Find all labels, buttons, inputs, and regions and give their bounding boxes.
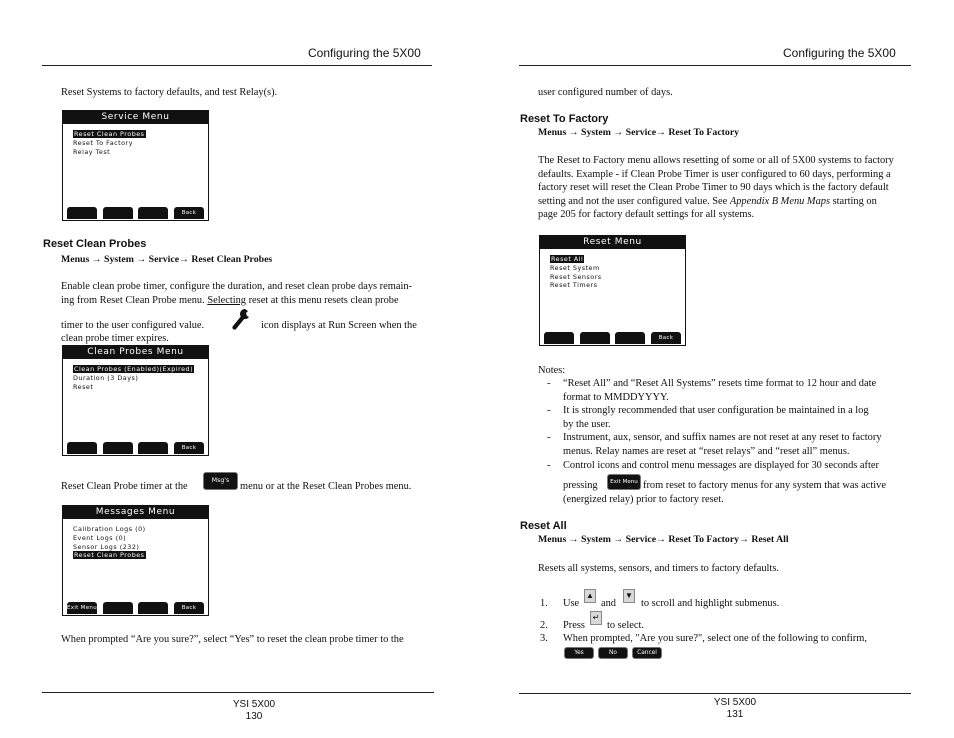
- step-text: to select.: [607, 620, 644, 631]
- section-title: Reset To Factory: [520, 113, 609, 125]
- down-arrow-icon[interactable]: ▼: [623, 589, 635, 603]
- step-text: Press: [563, 620, 585, 631]
- prompt-text: When prompted “Are you sure?”, select “Yes” to reset the clean probe timer to the: [61, 634, 404, 645]
- step-text: When prompted, "Are you sure?", select one of the following to confirm,: [563, 633, 867, 644]
- wrench-icon: [230, 307, 252, 331]
- breadcrumb: Menus → System → Service→ Reset To Factory→ Reset All: [538, 534, 789, 545]
- note-item: - “Reset All” and “Reset All Systems” resets time format to 12 hour and date format to MMDDYYYY.: [547, 378, 877, 403]
- menu-item-reset-system[interactable]: Reset System: [550, 263, 600, 272]
- menu-item-reset-sensors[interactable]: Reset Sensors: [550, 272, 602, 281]
- para-line: defaults. Example - if Clean Probe Timer is user configured to 60 days, performing a: [538, 168, 891, 180]
- menu-items: [73, 130, 146, 156]
- note-item: - It is strongly recommended that user configuration be maintained in a log by the user.: [547, 405, 869, 430]
- para-line: timer to the user configured value.: [61, 320, 205, 331]
- note4-text: (energized relay) prior to factory reset.: [563, 494, 724, 505]
- enter-icon[interactable]: ↵: [590, 611, 602, 625]
- screen-title: Service Menu: [63, 111, 208, 124]
- menu-item-relay-test[interactable]: Relay Test: [73, 147, 111, 156]
- step-text: and: [601, 598, 617, 609]
- para-line: The Reset to Factory menu allows resetting of some or all of 5X00 systems to factory: [538, 155, 894, 166]
- menu-items: [73, 525, 146, 560]
- breadcrumb: Menus → System → Service→ Reset To Factory: [538, 127, 740, 138]
- screen-title: Reset Menu: [540, 236, 685, 249]
- screen-title: Clean Probes Menu: [63, 346, 208, 359]
- step-text: Use: [563, 598, 580, 609]
- section-title: Reset Clean Probes: [43, 238, 147, 250]
- msgs-text: menu or at the Reset Clean Probes menu.: [240, 481, 412, 492]
- softkey-1[interactable]: [67, 442, 97, 454]
- footer-rule: [42, 692, 434, 693]
- step-text: to scroll and highlight submenus.: [641, 598, 780, 609]
- step-number: 2.: [540, 620, 548, 631]
- softkey-1[interactable]: [544, 332, 574, 344]
- menu-item-clean-probes[interactable]: Clean Probes (Enabled)(Expired): [74, 365, 194, 373]
- softkey-3[interactable]: [615, 332, 645, 344]
- clean-probe-paragraph: [61, 280, 433, 307]
- reset-factory-paragraph: [538, 154, 911, 222]
- page-header: Configuring the 5X00: [308, 46, 421, 60]
- softkey-2[interactable]: [103, 207, 133, 219]
- notes-label: Notes:: [538, 365, 566, 376]
- note4-pressing: pressing: [563, 480, 598, 491]
- note4-text: from reset to factory menus for any system that was active: [643, 480, 886, 491]
- para-line: icon displays at Run Screen when the: [261, 320, 417, 331]
- menu-item-sensor-logs[interactable]: Sensor Logs (232): [73, 542, 140, 551]
- reset-all-description: Resets all systems, sensors, and timers to factory defaults.: [538, 563, 779, 574]
- right-page: [477, 0, 954, 738]
- header-rule: [519, 65, 911, 66]
- menu-item-reset-timers[interactable]: Reset Timers: [550, 281, 598, 290]
- back-softkey[interactable]: Back: [651, 332, 681, 344]
- continued-text: user configured number of days.: [538, 87, 673, 98]
- page-footer: [214, 699, 294, 723]
- softkey-2[interactable]: [580, 332, 610, 344]
- up-arrow-icon[interactable]: ▲: [584, 589, 596, 603]
- messages-menu-screen: [62, 505, 209, 616]
- menu-item-reset-all[interactable]: Reset All: [551, 255, 584, 263]
- intro-text: Reset Systems to factory defaults, and test Relay(s).: [61, 87, 278, 98]
- softkey-3[interactable]: [138, 442, 168, 454]
- back-softkey[interactable]: Back: [174, 602, 204, 614]
- breadcrumb: Menus → System → Service→ Reset Clean Probes: [61, 254, 273, 265]
- softkey-1[interactable]: [67, 207, 97, 219]
- notes-list: [547, 377, 911, 472]
- header-rule: [42, 65, 432, 66]
- softkey-3[interactable]: [138, 602, 168, 614]
- section-title: Reset All: [520, 520, 567, 532]
- step-number: 3.: [540, 633, 548, 644]
- menu-item-reset-clean-probes[interactable]: Reset Clean Probes: [74, 551, 145, 560]
- exit-menu-softkey[interactable]: Exit Menu: [67, 602, 97, 614]
- para-line: clean probe timer expires.: [61, 333, 169, 344]
- menu-items: [73, 365, 194, 391]
- softkey-bar: [67, 207, 204, 219]
- softkey-2[interactable]: [103, 602, 133, 614]
- footer-title: YSI 5X00: [232, 699, 276, 710]
- menu-item-reset-to-factory[interactable]: Reset To Factory: [73, 138, 133, 147]
- para-line: page 205 for factory default settings for all systems.: [538, 209, 755, 221]
- footer-title: YSI 5X00: [713, 697, 757, 708]
- para-line: ing from Reset Clean Probe menu. Selecting reset at this menu resets clean probe: [61, 294, 399, 306]
- menu-item-calibration-logs[interactable]: Calibration Logs (0): [73, 525, 146, 533]
- softkey-3[interactable]: [138, 207, 168, 219]
- screen-title: Messages Menu: [63, 506, 208, 519]
- step-number: 1.: [540, 598, 548, 609]
- softkey-bar: [544, 332, 681, 344]
- exit-menu-button[interactable]: Exit Menu: [607, 474, 641, 490]
- no-button[interactable]: No: [598, 647, 628, 659]
- menu-items: [550, 255, 602, 290]
- note-item: - Instrument, aux, sensor, and suffix names are not reset at any reset to factory menus. Relay names are reset at “reset relays” and “reset all” menus.: [547, 432, 882, 457]
- para-line: setting and not the user configured value. See Appendix B Menu Maps starting on: [538, 195, 877, 207]
- cancel-button[interactable]: Cancel: [632, 647, 662, 659]
- softkey-bar: [67, 602, 204, 614]
- page-footer: [695, 697, 775, 721]
- back-softkey[interactable]: Back: [174, 207, 204, 219]
- para-line: Enable clean probe timer, configure the duration, and reset clean probe days remain-: [61, 281, 412, 292]
- menu-item-duration[interactable]: Duration (3 Days): [73, 373, 139, 382]
- softkey-2[interactable]: [103, 442, 133, 454]
- page-number: 131: [726, 709, 744, 720]
- footer-rule: [519, 693, 911, 694]
- reset-menu-screen: [539, 235, 686, 346]
- menu-item-reset-clean-probes[interactable]: Reset Clean Probes: [74, 130, 145, 138]
- page-header: Configuring the 5X00: [783, 46, 896, 60]
- clean-probes-menu-screen: [62, 345, 209, 456]
- yes-button[interactable]: Yes: [564, 647, 594, 659]
- menu-item-reset[interactable]: Reset: [73, 382, 94, 391]
- para-line: factory reset will reset the Clean Probe Timer to 90 days which is the factory default: [538, 182, 889, 194]
- note-item: - Control icons and control menu messages are displayed for 30 seconds after: [547, 459, 879, 471]
- back-softkey[interactable]: Back: [174, 442, 204, 454]
- softkey-bar: [67, 442, 204, 454]
- page-number: 130: [245, 711, 263, 722]
- msgs-text: Reset Clean Probe timer at the: [61, 481, 188, 492]
- msgs-button[interactable]: Msg's: [203, 472, 238, 490]
- service-menu-screen: [62, 110, 209, 221]
- menu-item-event-logs[interactable]: Event Logs (0): [73, 533, 127, 542]
